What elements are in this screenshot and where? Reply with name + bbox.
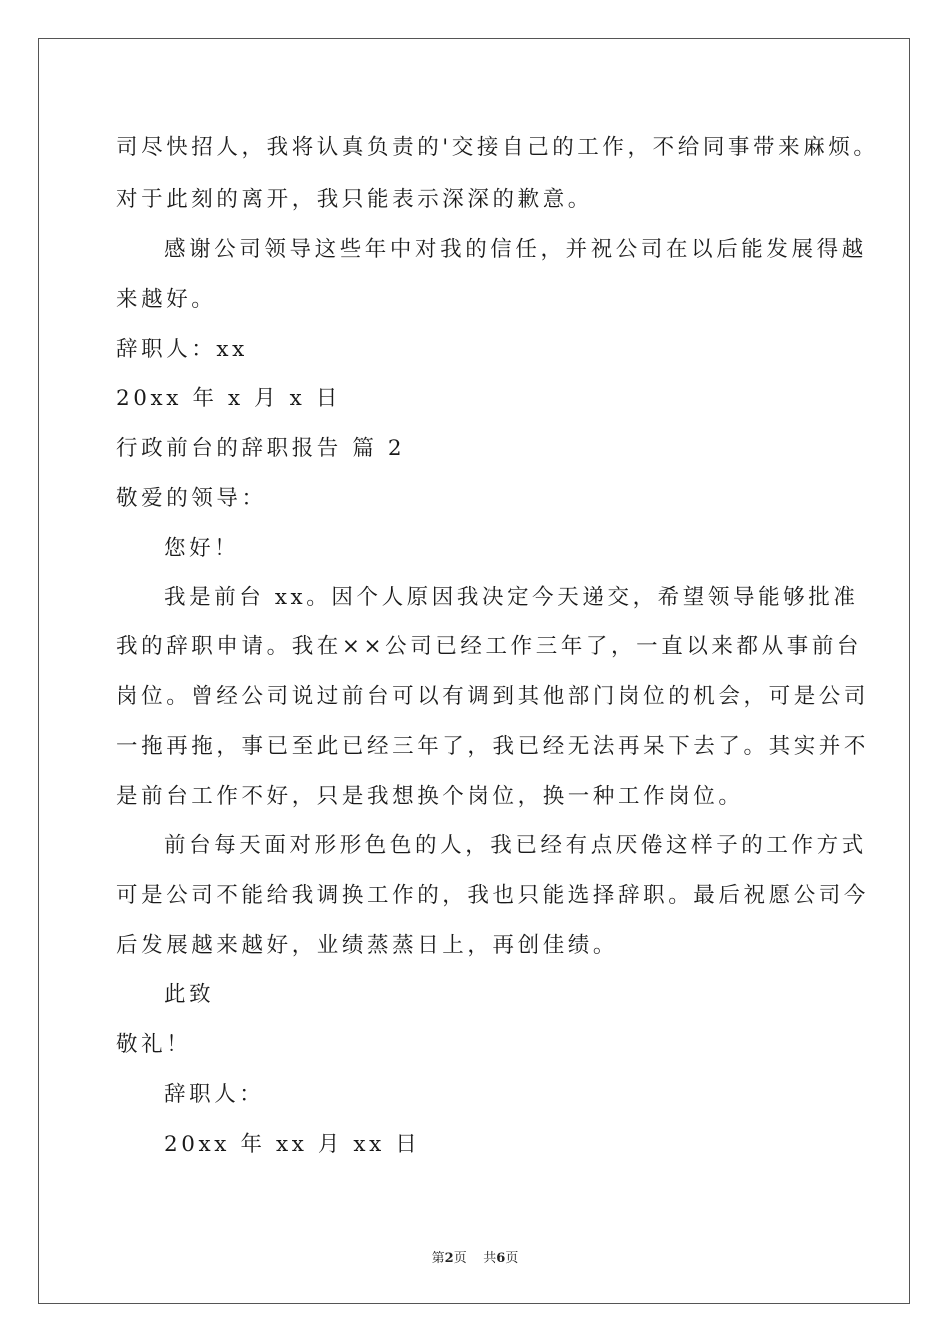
body-line: 岗位。曾经公司说过前台可以有调到其他部门岗位的机会，可是公司 (116, 684, 870, 709)
body-line: 感谢公司领导这些年中对我的信任，并祝公司在以后能发展得越 (164, 237, 867, 262)
body-line: 前台每天面对形形色色的人，我已经有点厌倦这样子的工作方式 (164, 833, 867, 858)
salutation: 敬爱的领导： (116, 486, 267, 511)
body-line: 司尽快招人，我将认真负责的'交接自己的工作，不给同事带来麻烦。 (116, 135, 879, 160)
footer-total-pages: 6 (496, 1251, 506, 1266)
signer-line: 辞职人：xx (116, 337, 248, 362)
date-line: 20xx 年 xx 月 xx 日 (164, 1132, 421, 1157)
body-line: 可是公司不能给我调换工作的，我也只能选择辞职。最后祝愿公司今 (116, 883, 870, 908)
greeting: 您好！ (164, 536, 240, 561)
body-line: 来越好。 (116, 287, 217, 312)
page-frame (38, 38, 910, 1304)
signer-line: 辞职人： (164, 1082, 265, 1107)
footer-total-suffix: 页 (505, 1251, 519, 1266)
body-line: 是前台工作不好，只是我想换个岗位，换一种工作岗位。 (116, 784, 744, 809)
page-footer (0, 1247, 950, 1266)
body-line: 我的辞职申请。我在××公司已经工作三年了，一直以来都从事前台 (116, 634, 863, 659)
footer-page-number: 2 (444, 1251, 454, 1266)
closing: 敬礼！ (116, 1032, 192, 1057)
footer-total-prefix: 共 (483, 1251, 497, 1266)
footer-prefix: 第 (431, 1251, 445, 1266)
body-line: 我是前台 xx。因个人原因我决定今天递交，希望领导能够批准 (164, 585, 859, 610)
body-line: 对于此刻的离开，我只能表示深深的歉意。 (116, 187, 593, 212)
section-title: 行政前台的辞职报告 篇 2 (116, 436, 406, 461)
footer-page-suffix: 页 (453, 1251, 467, 1266)
body-line: 一拖再拖，事已至此已经三年了，我已经无法再呆下去了。其实并不 (116, 734, 870, 759)
body-line: 后发展越来越好，业绩蒸蒸日上，再创佳绩。 (116, 933, 619, 958)
date-line: 20xx 年 x 月 x 日 (116, 386, 341, 411)
closing: 此致 (164, 982, 215, 1007)
